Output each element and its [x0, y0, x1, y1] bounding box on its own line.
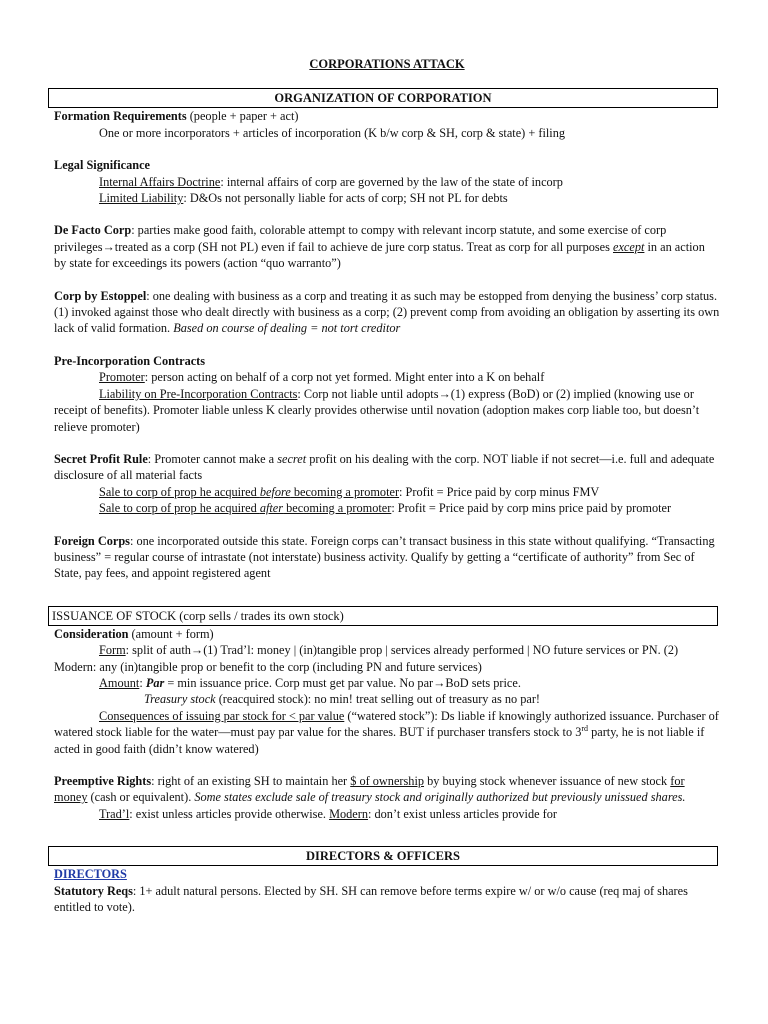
legal-significance [54, 157, 720, 206]
sale1-b: becoming a promoter [290, 484, 400, 499]
estoppel-italic: Based on course of dealing = not tort creditor [173, 321, 401, 336]
par-word: Par [145, 675, 165, 690]
defacto-text1: : parties make good faith, colorable attempt to compy with relevant incorp statute, and some exercise of corp privileges→treated as a corp (SH not PL) even if fail to achieve de jure corp status. Treat as corp for all purposes [54, 223, 667, 254]
promoter-text: : person acting on behalf of a corp not yet formed. Might enter into a K on behalf [144, 370, 545, 385]
statutory-heading: Statutory Reqs [54, 883, 133, 898]
preemptive-text-c: (cash or equivalent). [87, 790, 195, 805]
legal-heading: Legal Significance [54, 158, 150, 173]
sale2-text: : Profit = Price paid by corp mins price paid by promoter [391, 501, 672, 516]
promoter-term: Promoter [99, 370, 145, 385]
sale2-i: after [259, 501, 284, 516]
de-facto-corp [54, 222, 720, 271]
sale1-i: before [259, 484, 291, 499]
pre-incorporation-contracts [54, 353, 720, 435]
amount-b: = min issuance price. Corp must get par value. No par→BoD sets price. [164, 675, 521, 690]
preemptive-text-a: : right of an existing SH to maintain her [151, 774, 351, 788]
amount-term: Amount [99, 675, 140, 690]
section-header-organization: ORGANIZATION OF CORPORATION [48, 88, 718, 108]
consequences-term: Consequences of issuing par stock for < par value [99, 708, 345, 723]
form-text: : split of auth→(1) Trad’l: money | (in)tangible prop | services already performed | NO future services or PN. (2) Modern: any (in)tangible prop or benefit to the corp (including PN and future services) [54, 643, 679, 674]
form-term: Form [99, 643, 126, 658]
preemptive-rights [54, 773, 720, 822]
statutory-text: : 1+ adult natural persons. Elected by SH. SH can remove before terms expire w/ or w/o cause (req maj of shares entitled to vote). [54, 883, 688, 915]
sale2-a: Sale to corp of prop he acquired [99, 501, 260, 516]
ll-text: : D&Os not personally liable for acts of corp; SH not PL for debts [183, 191, 508, 206]
preemptive-text-b: by buying stock whenever issuance of new stock [424, 774, 671, 788]
preemptive-for-money: for money [54, 774, 685, 805]
secret-word: secret [277, 451, 307, 466]
secret-heading: Secret Profit Rule [54, 451, 148, 466]
sale2-b: becoming a promoter [283, 501, 392, 516]
treasury-text: (reacquired stock): no min! treat selling out of treasury as no par! [215, 692, 541, 707]
preinc-heading: Pre-Incorporation Contracts [54, 353, 206, 368]
consideration-heading: Consideration [54, 626, 129, 641]
iad-term: Internal Affairs Doctrine [99, 174, 221, 189]
sale1-text: : Profit = Price paid by corp minus FMV [399, 484, 600, 499]
defacto-heading: De Facto Corp [54, 223, 132, 238]
sale1-a: Sale to corp of prop he acquired [99, 484, 260, 499]
section-header-directors: DIRECTORS & OFFICERS [48, 846, 718, 866]
consequences-sup: rd [581, 724, 589, 734]
modern-text: : don’t exist unless articles provide for [368, 806, 557, 821]
preemptive-heading: Preemptive Rights [54, 774, 152, 788]
directors-subheading: DIRECTORS [54, 867, 127, 882]
liability-term: Liability on Pre-Incorporation Contracts [99, 386, 298, 401]
formation-heading: Formation Requirements [54, 109, 187, 124]
preemptive-italic: Some states exclude sale of treasury stock and originally authorized but previously unissued shares. [194, 790, 686, 805]
iad-text: : internal affairs of corp are governed by the law of the state of incorp [220, 174, 563, 189]
formation-line: One or more incorporators + articles of incorporation (K b/w corp & SH, corp & state) + filing [99, 125, 565, 140]
foreign-heading: Foreign Corps [54, 533, 130, 548]
foreign-text: : one incorporated outside this state. Foreign corps can’t transact business in this state without qualifying. “Transacting business” = regular course of intrastate (not interstate) business activity. Qualify by getting a “certificate of authority” from Sec of State, pay fees, and appoint registered agent [54, 533, 715, 581]
section-header-stock: ISSUANCE OF STOCK (corp sells / trades its own stock) [48, 606, 718, 626]
consideration [54, 626, 720, 757]
trad-term: Trad’l [99, 806, 130, 821]
estoppel-text: : one dealing with business as a corp and treating it as such may be estopped from denying the business’ corp status. (1) invoked against those who dealt directly with business as a corp; (2) prevent comp from avoiding an obligation by asserting its own lack of valid formation. [54, 288, 720, 336]
consequences-text-b: party, he is not liable if acted in good faith (didn’t know watered) [54, 725, 705, 756]
preemptive-ownership: $ of ownership [350, 774, 425, 788]
liability-text: : Corp not liable until adopts→(1) express (BoD) or (2) implied (knowing use or receipt of benefits). Promoter liable unless K clearly provides otherwise until novation (adoption makes corp liable too, but doesn’t relieve promoter) [54, 386, 700, 434]
treasury-term: Treasury stock [144, 692, 216, 707]
secret-text-a: : Promoter cannot make a [147, 451, 278, 466]
corp-by-estoppel [54, 288, 720, 337]
formation-heading-tail: (people + paper + act) [186, 109, 299, 124]
defacto-except: except [613, 239, 645, 254]
ll-term: Limited Liability [99, 191, 184, 206]
defacto-text2: in an action by state for exceedings its powers (action “quo warranto”) [54, 239, 705, 271]
document-page [54, 56, 720, 915]
secret-text-b: profit on his dealing with the corp. NOT liable if not secret—i.e. full and adequate disclosure of all material facts [54, 451, 715, 483]
secret-profit-rule [54, 451, 720, 517]
modern-term: Modern [329, 806, 369, 821]
consideration-heading-tail: (amount + form) [128, 626, 214, 641]
amount-a: : [139, 675, 146, 690]
estoppel-heading: Corp by Estoppel [54, 288, 147, 303]
formation-requirements [54, 108, 720, 141]
trad-text: : exist unless articles provide otherwise. [129, 806, 330, 821]
foreign-corps [54, 533, 720, 582]
consequences-text-a: (“watered stock”): Ds liable if knowingly authorized issuance. Purchaser of watered stock liable for the water—must pay par value for the shares. BUT if purchaser transfers stock to 3 [54, 708, 719, 740]
document-title: CORPORATIONS ATTACK [309, 57, 465, 71]
